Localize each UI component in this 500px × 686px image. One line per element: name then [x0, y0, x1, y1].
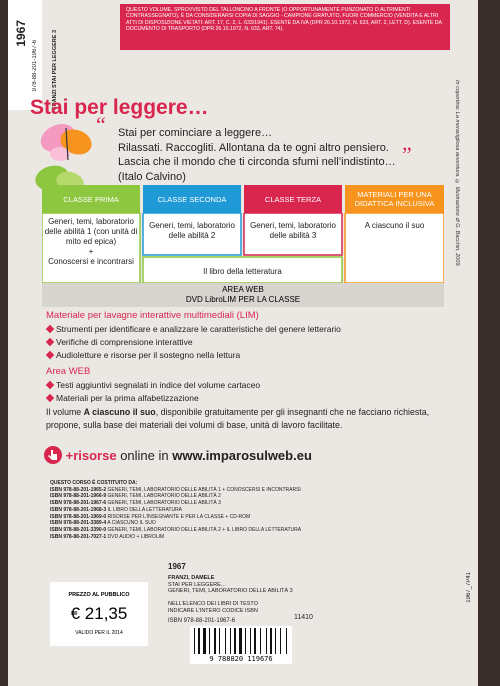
- course-isbn: ISBN 978-88-201-7027-1: [50, 533, 107, 540]
- class-terza-content: Generi, temi, laboratorio delle abilità 3: [250, 221, 336, 240]
- quote-author: (Italo Calvino): [118, 170, 186, 183]
- barcode-bar: [280, 628, 281, 654]
- dvd-label: DVD LibroLIM PER LA CLASSE: [185, 295, 301, 304]
- course-item: [50, 527, 320, 534]
- barcode-digits: 9 788820 119676: [209, 655, 273, 663]
- class-seconda-title: CLASSE SECONDA: [157, 194, 227, 204]
- barcode-bar: [254, 628, 256, 654]
- quote-line-1: Stai per cominciare a leggere…: [118, 127, 273, 139]
- class-seconda-content: Generi, temi, laboratorio delle abilità 2: [149, 221, 235, 240]
- barcode-bar: [234, 628, 236, 654]
- isbn-note-2: INDICARE L’INTERO CODICE ISBN: [168, 607, 258, 614]
- volume-text: [46, 406, 446, 432]
- book-code: 1967: [168, 562, 186, 571]
- book-subtitle: GENERI, TEMI, LABORATORIO DELLE ABILITÀ 3: [168, 588, 293, 595]
- barcode: [190, 626, 292, 664]
- class-seconda-header: [143, 185, 241, 213]
- course-isbn: ISBN 978-88-201-1969-0: [50, 513, 107, 520]
- course-isbn: ISBN 978-88-201-3390-0: [50, 526, 107, 533]
- barcode-bar: [266, 628, 267, 654]
- barcode-bar: [275, 628, 276, 654]
- course-item: [50, 520, 320, 527]
- price-valid: VALIDO PER IL 2014: [75, 630, 123, 636]
- spine-title: FRANZI STAI PER LEGGERE 3: [52, 30, 58, 110]
- class-terza-title: CLASSE TERZA: [264, 194, 322, 204]
- course-desc: GENERI, TEMI, LABORATORIO DELLE ABILITÀ 3: [107, 500, 221, 507]
- lim-title: Materiale per lavagne interattive multimediali (LIM): [46, 310, 259, 321]
- web-title: Area WEB: [46, 366, 91, 377]
- class-prima-text: Generi, temi, laboratorio delle abilità 1 (con unità di mito ed epica): [44, 217, 138, 246]
- price-label: PREZZO AL PUBBLICO: [68, 592, 130, 598]
- barcode-bar: [230, 628, 231, 654]
- lim-bullet-2: Verifiche di comprensione interattive: [56, 337, 193, 347]
- course-desc: GENERI, TEMI, LABORATORIO DELLE ABILITÀ 2 + IL LIBRO DELLA LETTERATURA: [107, 526, 302, 533]
- isbn-note-1: NELL’ELENCO DEI LIBRI DI TESTO: [168, 601, 258, 608]
- course-desc: DVD AUDIO + LIBROLIM: [107, 533, 165, 540]
- lim-bullet-3: Audioletture e risorse per il sostegno nella lettura: [56, 350, 241, 360]
- risorse-mid: online in: [116, 448, 173, 463]
- page-title: Stai per leggere…: [30, 96, 209, 119]
- risorse-label: +risorse: [65, 448, 117, 463]
- quote-line-3: Lascia che il mondo che ti circonda sfumi nell’indistinto…: [118, 156, 396, 168]
- barcode-bar: [203, 628, 206, 654]
- barcode-bar: [194, 628, 195, 654]
- cover-credit: In copertina: La meravigliosa avventura. © Illustrazione di G. Bacchin, 2009.: [454, 80, 460, 267]
- barcode-bar: [286, 628, 287, 654]
- course-title: QUESTO CORSO È COSTITUITO DA:: [50, 480, 138, 486]
- volume-text-bold: A ciascuno il suo: [83, 407, 156, 417]
- course-desc: A CIASCUNO IL SUO: [107, 520, 156, 527]
- class-prima-extra: Conoscersi e incontrarsi: [48, 257, 134, 266]
- barcode-bar: [209, 628, 210, 654]
- class-prima-header: [42, 185, 140, 213]
- close-quote-icon: ”: [402, 142, 412, 167]
- quote-block: [96, 112, 412, 184]
- course-desc: GENERI, TEMI, LABORATORIO DELLE ABILITÀ 1 + CONOSCERSI E INCONTRARSI: [107, 486, 301, 493]
- course-desc: GENERI, TEMI, LABORATORIO DELLE ABILITÀ 2: [107, 493, 221, 500]
- materiali-title: MATERIALI PER UNA DIDATTICA INCLUSIVA: [354, 190, 435, 208]
- course-isbn: ISBN 978-88-201-1966-9: [50, 493, 107, 500]
- book-isbn: ISBN 978-88-201-1967-6: [168, 617, 236, 624]
- class-prima-title: CLASSE PRIMA: [63, 194, 119, 204]
- barcode-bar: [225, 628, 226, 654]
- volume-text-pre: Il volume: [46, 407, 84, 417]
- area-web-label: AREA WEB: [222, 285, 264, 294]
- letteratura-content: Il libro della letteratura: [203, 267, 282, 276]
- course-isbn: ISBN 978-88-201-3389-4: [50, 520, 107, 527]
- spine-isbn: 978-88-201-1967-6: [32, 40, 38, 92]
- side-code: 1967_7P41: [466, 572, 472, 603]
- book-author: FRANZI, DAMELE: [168, 574, 215, 581]
- barcode-bar: [239, 628, 242, 654]
- right-code: 11410: [294, 614, 313, 621]
- course-isbn: ISBN 978-88-201-1968-3: [50, 506, 107, 513]
- open-quote-icon: “: [96, 112, 106, 137]
- area-web-bar: [42, 283, 444, 307]
- back-cover: [8, 0, 478, 686]
- course-item: [50, 500, 320, 507]
- course-desc: IL LIBRO DELLA LETTERATURA: [107, 506, 183, 513]
- barcode-bar: [198, 628, 200, 654]
- course-item: [50, 534, 320, 541]
- barcode-bar: [245, 628, 246, 654]
- materiali-header: [345, 185, 444, 213]
- class-prima-content: [44, 217, 138, 267]
- materiali-content: A ciascuno il suo: [364, 221, 425, 230]
- quote-line-2: Rilassati. Raccogliti. Allontana da te ogni altro pensiero.: [118, 141, 389, 154]
- barcode-bar: [250, 628, 251, 654]
- volume-text-post: , disponibile gratuitamente per gli insegnanti che ne facciano richiesta, propone, sulla base dei materiali dei volumi di base, unità di lavoro facilitate.: [46, 407, 430, 430]
- book-info: [168, 564, 293, 625]
- barcode-bar: [270, 628, 272, 654]
- risorse-url[interactable]: www.imparosulweb.eu: [172, 448, 312, 463]
- spine-corner: [8, 0, 128, 110]
- barcode-bar: [260, 628, 261, 654]
- price-box: [50, 582, 148, 646]
- spine-code: 1967: [14, 20, 28, 47]
- book-title: STAI PER LEGGERE…: [168, 581, 227, 588]
- class-terza-header: [244, 185, 342, 213]
- barcode-bar: [214, 628, 216, 654]
- course-isbn: ISBN 978-88-201-1965-2: [50, 486, 107, 493]
- price-value: € 21,35: [70, 604, 128, 623]
- course-item: [50, 514, 320, 521]
- disclaimer-box: QUESTO VOLUME, SPROVVISTO DEL TALLONCINO A FRONTE (O OPPORTUNAMENTE PUNZONATO O ALTRIMENTI CONTRASSEGNATO), È DA CONSIDERARSI COPIA DI SAGGIO - CAMPIONE GRATUITO, FUORI COMMERCIO (VENDITA E ALTRI ATTI DI DISPOSIZIONE VIETATI: ART. 17, C. 2, L. 633/1941). ESENTE DA IVA (DPR 26.10.1972, N. 633, ART. 2, LETT. D). ESENTE DA DOCUMENTO DI TRASPORTO (DPR 26.10.1972, N. 633, ART. 74).: [120, 4, 450, 50]
- plus-sign: +: [88, 247, 94, 256]
- barcode-bar: [219, 628, 220, 654]
- course-item: [50, 507, 320, 514]
- lim-bullet-1: Strumenti per identificare e analizzare le caratteristiche del genere letterario: [56, 324, 341, 334]
- course-list: [50, 480, 320, 540]
- course-desc: RISORSE PER L’INSEGNANTE E PER LA CLASSE + CD-ROM: [107, 513, 251, 520]
- risorse-online: [44, 446, 312, 464]
- web-bullet-2: Materiali per la prima alfabetizzazione: [56, 393, 199, 403]
- web-bullet-1: Testi aggiuntivi segnalati in indice del volume cartaceo: [56, 380, 261, 390]
- course-isbn: ISBN 978-88-201-1967-6: [50, 500, 107, 507]
- hand-pointer-icon: [44, 446, 62, 464]
